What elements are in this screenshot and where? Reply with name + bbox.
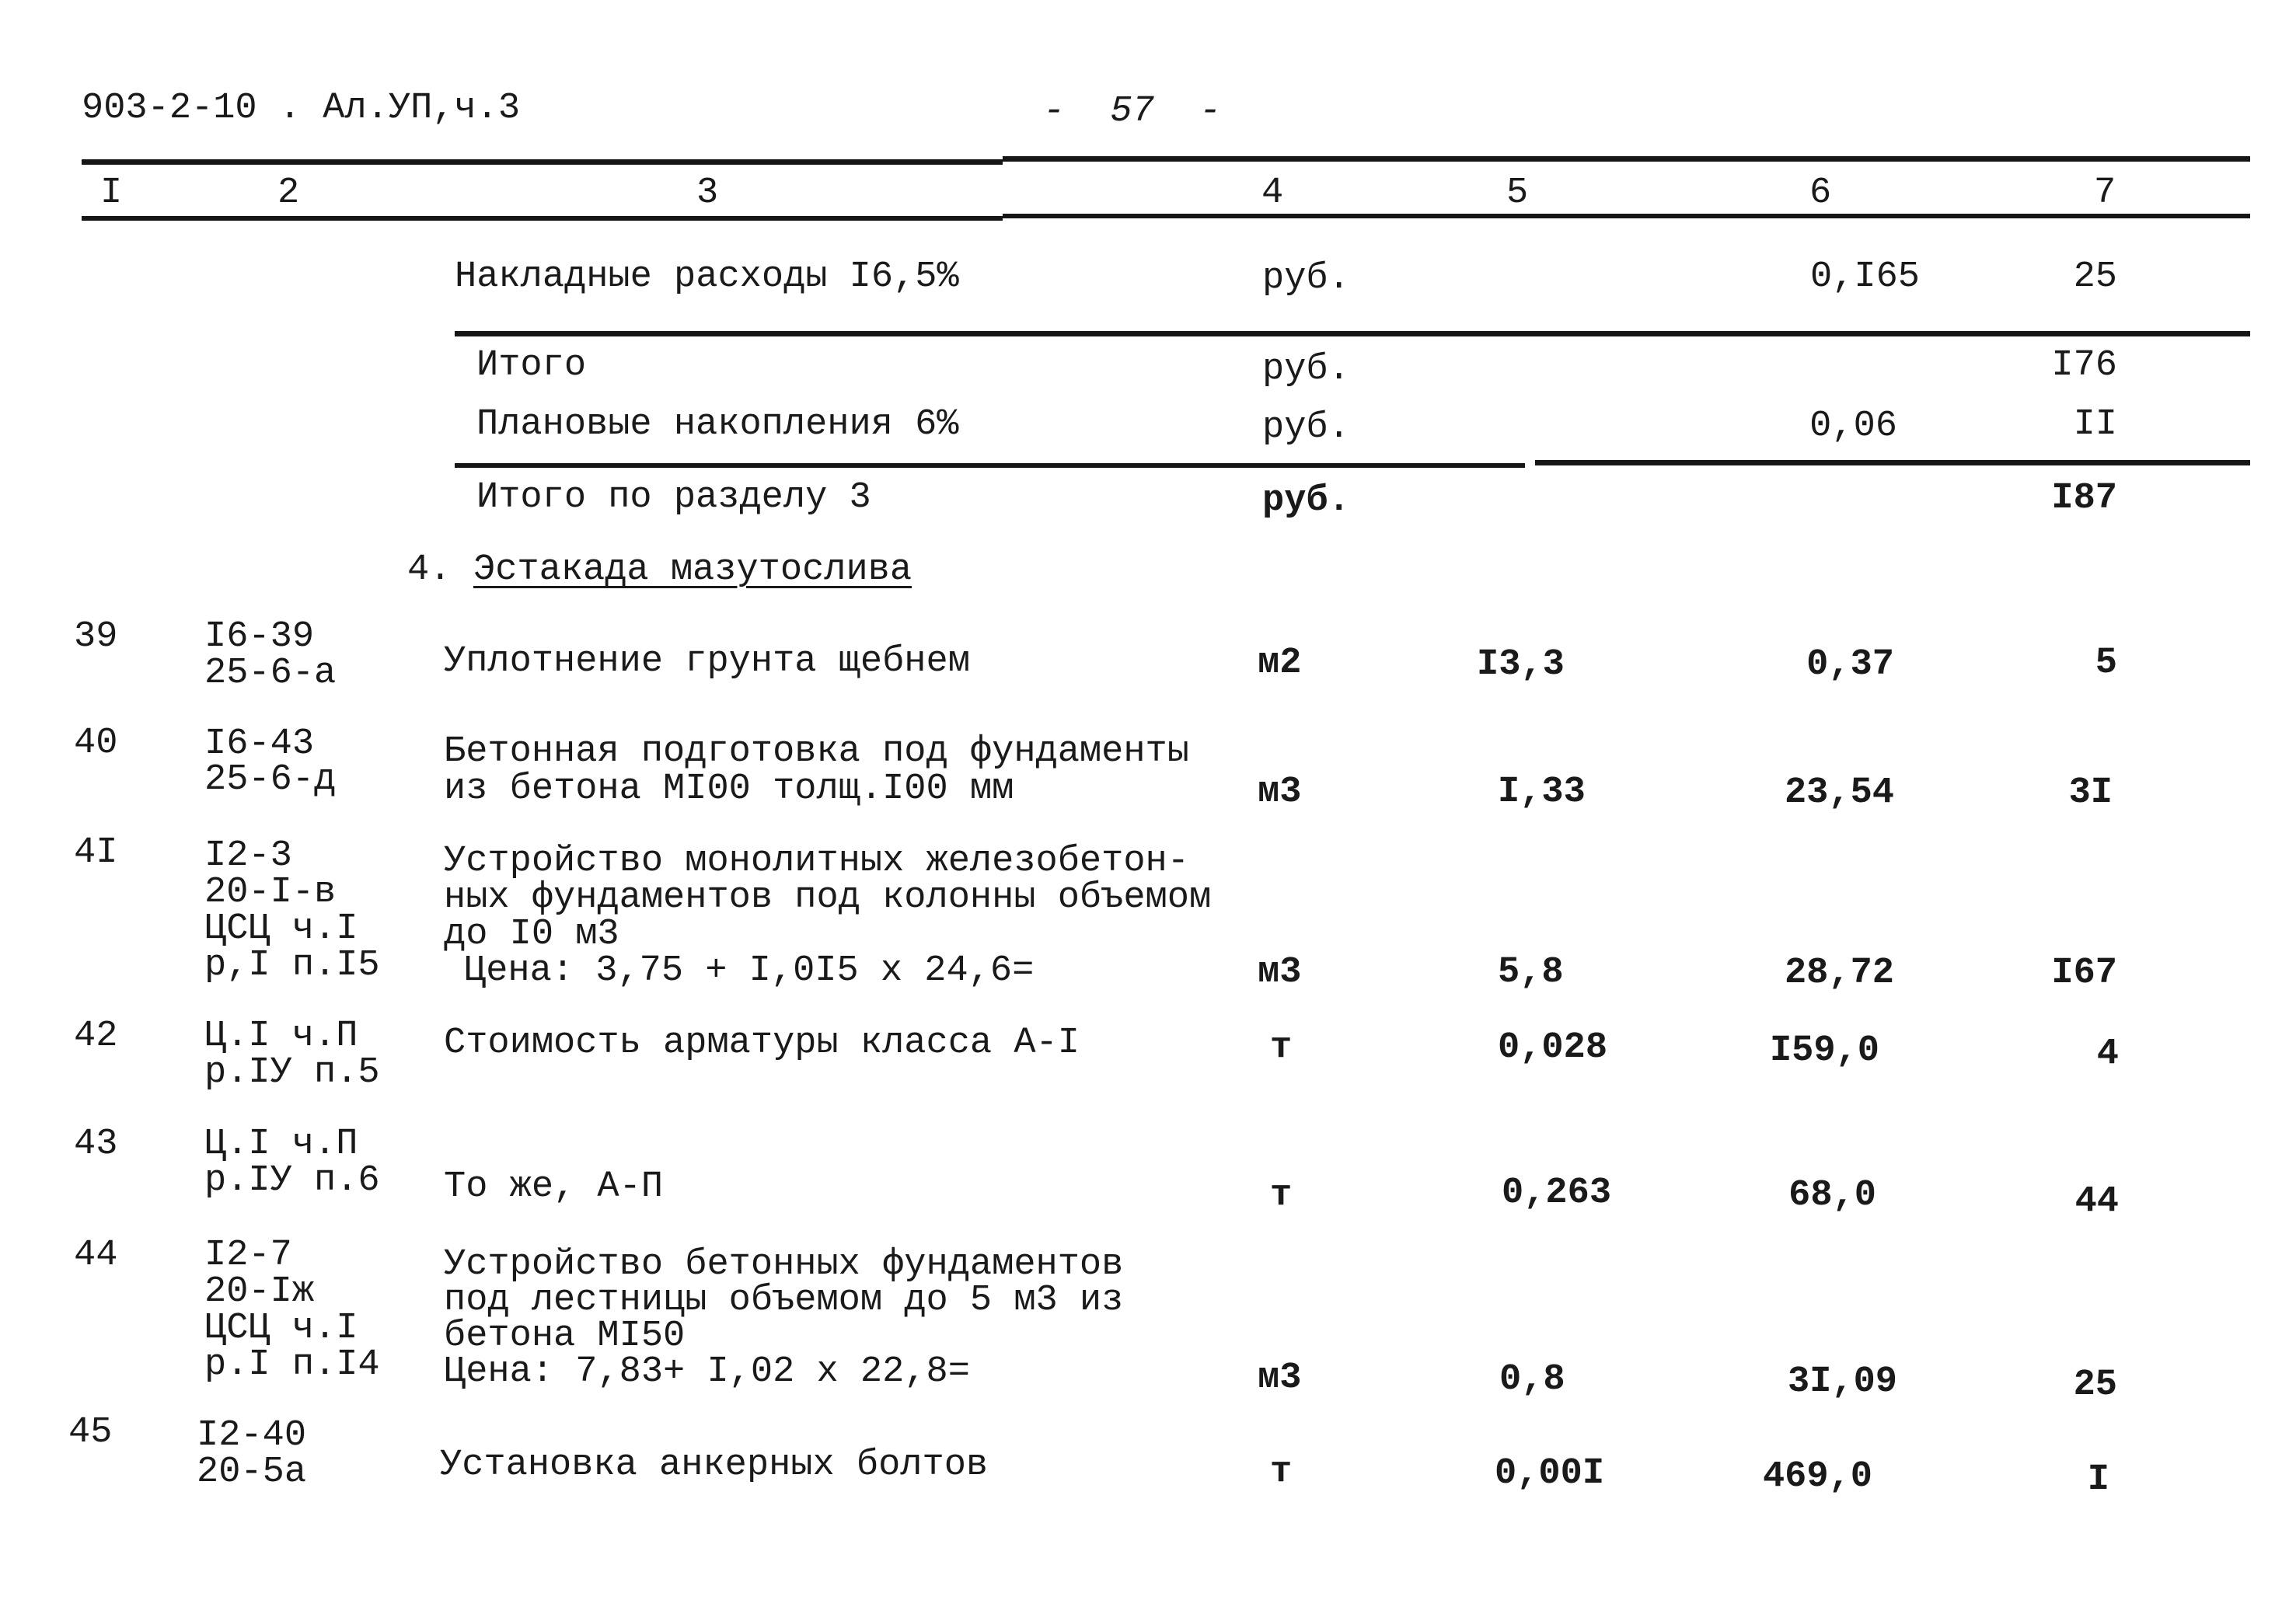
item-description-line: под лестницы объемом до 5 м3 из <box>444 1280 1124 1321</box>
item-quantity: I3,3 <box>1477 644 1565 685</box>
summary-total: I87 <box>2051 478 2117 519</box>
item-description <box>444 1023 1080 1064</box>
item-codes <box>204 1126 380 1199</box>
item-description <box>444 731 1189 810</box>
item-description-line: Бетонная подготовка под фундаменты <box>444 731 1189 772</box>
table-top-rule <box>82 159 1003 165</box>
item-code-line: I2-3 <box>204 835 292 877</box>
item-unit: т <box>1270 1027 1293 1068</box>
item-unit: т <box>1270 1452 1293 1493</box>
item-unit: м3 <box>1258 1358 1302 1399</box>
summary-total: I76 <box>2051 345 2117 386</box>
item-description-line: Установка анкерных болтов <box>440 1445 989 1486</box>
table-top-rule <box>1003 156 2250 162</box>
summary-rule <box>1535 460 2250 465</box>
item-unit: т <box>1270 1175 1293 1216</box>
item-quantity: 0,263 <box>1502 1173 1612 1214</box>
item-unit-price: I59,0 <box>1769 1030 1879 1072</box>
item-description <box>444 643 970 680</box>
item-quantity: I,33 <box>1498 772 1586 813</box>
column-header-3: 3 <box>696 173 719 214</box>
item-cost: 3I <box>2068 772 2113 814</box>
item-number: 44 <box>74 1235 118 1276</box>
item-description-line: до I0 м3 <box>444 914 619 955</box>
column-header-7: 7 <box>2094 173 2116 214</box>
item-description-line: Уплотнение грунта щебнем <box>444 641 970 682</box>
item-price-formula: Цена: 7,83+ I,02 х 22,8= <box>444 1351 970 1393</box>
document-code: 903-2-10 . Ал.УП,ч.3 <box>82 88 521 129</box>
item-number: 42 <box>74 1016 118 1057</box>
item-code-line: I6-43 <box>204 723 315 765</box>
column-header-rule <box>1003 214 2250 218</box>
item-number: 4I <box>74 832 118 873</box>
column-header-5: 5 <box>1506 173 1529 214</box>
item-code-line: р,I п.I5 <box>204 945 380 986</box>
summary-name: Итого <box>476 345 587 386</box>
item-quantity: 0,00I <box>1495 1453 1605 1494</box>
section-title: Эстакада мазутослива <box>473 549 912 591</box>
item-description <box>444 841 1212 992</box>
item-description-line: Стоимость арматуры класса А-I <box>444 1023 1080 1064</box>
item-description-line: из бетона МI00 толщ.I00 мм <box>444 769 1014 810</box>
item-unit-price: 3I,09 <box>1787 1361 1897 1403</box>
summary-unit: руб. <box>1262 349 1350 390</box>
summary-unit: руб. <box>1262 480 1350 521</box>
summary-rate: 0,06 <box>1809 406 1897 447</box>
item-cost: 25 <box>2073 1365 2117 1406</box>
item-unit: м3 <box>1258 772 1302 813</box>
item-description <box>444 1166 664 1208</box>
item-description <box>440 1445 989 1486</box>
item-code-line: 20-I-в <box>204 872 337 913</box>
item-description-line: ных фундаментов под колонны объемом <box>444 877 1212 919</box>
item-description-line: То же, А-П <box>444 1166 664 1208</box>
summary-name: Накладные расходы I6,5% <box>455 256 959 298</box>
item-code-line: р.I п.I4 <box>204 1344 380 1386</box>
item-unit: м3 <box>1258 952 1302 993</box>
item-number: 40 <box>74 723 118 764</box>
column-header-4: 4 <box>1261 173 1284 214</box>
item-description-line: бетона МI50 <box>444 1316 686 1357</box>
item-code-line: I6-39 <box>204 616 315 657</box>
item-description-line: Устройство монолитных железобетон- <box>444 841 1189 882</box>
item-number: 39 <box>74 616 118 657</box>
column-header-rule <box>82 216 1003 221</box>
item-codes <box>204 616 337 694</box>
section-number: 4. <box>407 549 452 591</box>
item-cost: I67 <box>2051 953 2117 994</box>
item-codes <box>204 1235 380 1386</box>
item-price-formula: Цена: 3,75 + I,0I5 х 24,6= <box>464 950 1035 992</box>
item-code-line: 25-6-а <box>204 653 337 694</box>
item-quantity: 0,8 <box>1499 1359 1565 1400</box>
summary-rule <box>455 331 2250 336</box>
item-cost: 4 <box>2096 1034 2119 1075</box>
item-code-line: р.IУ п.5 <box>204 1052 380 1093</box>
summary-name: Плановые накопления 6% <box>476 404 959 445</box>
item-number: 45 <box>68 1412 113 1453</box>
item-code-line: 20-Iж <box>204 1271 315 1312</box>
item-code-line: I2-7 <box>204 1235 292 1276</box>
item-codes <box>197 1415 307 1493</box>
item-unit-price: 469,0 <box>1762 1456 1872 1497</box>
item-unit-price: 68,0 <box>1788 1175 1876 1216</box>
item-unit-price: 23,54 <box>1784 772 1894 814</box>
item-code-line: I2-40 <box>197 1415 307 1456</box>
item-code-line: 25-6-д <box>204 759 337 800</box>
item-cost: 44 <box>2074 1181 2119 1222</box>
item-unit-price: 28,72 <box>1784 953 1894 994</box>
item-codes <box>204 723 337 800</box>
column-header-2: 2 <box>277 173 300 214</box>
item-cost: 5 <box>2095 643 2117 684</box>
item-code-line: Ц.I ч.П <box>204 1016 358 1057</box>
item-code-line: 20-5а <box>197 1452 307 1493</box>
item-quantity: 5,8 <box>1498 952 1564 993</box>
summary-rate: 0,I65 <box>1809 256 1920 298</box>
item-code-line: Ц.I ч.П <box>204 1124 358 1165</box>
item-unit-price: 0,37 <box>1806 644 1894 685</box>
item-code-line: ЦСЦ ч.I <box>204 1308 358 1349</box>
item-code-line: р.IУ п.6 <box>204 1160 380 1201</box>
summary-name: Итого по разделу 3 <box>476 477 871 518</box>
page-number: - 57 - <box>1043 91 1222 132</box>
item-unit: м2 <box>1258 643 1302 684</box>
summary-rule <box>455 463 1525 468</box>
column-header-1: I <box>100 173 123 214</box>
item-quantity: 0,028 <box>1498 1027 1608 1068</box>
summary-total: 25 <box>2073 256 2117 298</box>
summary-unit: руб. <box>1262 258 1350 299</box>
summary-total: II <box>2073 404 2117 445</box>
item-code-line: ЦСЦ ч.I <box>204 908 358 950</box>
item-number: 43 <box>74 1124 118 1165</box>
item-description <box>444 1244 1124 1393</box>
item-description-line: Устройство бетонных фундаментов <box>444 1244 1124 1285</box>
item-codes <box>204 1018 380 1091</box>
column-header-6: 6 <box>1809 173 1832 214</box>
item-cost: I <box>2087 1459 2109 1501</box>
item-codes <box>204 835 380 986</box>
summary-unit: руб. <box>1262 407 1350 448</box>
